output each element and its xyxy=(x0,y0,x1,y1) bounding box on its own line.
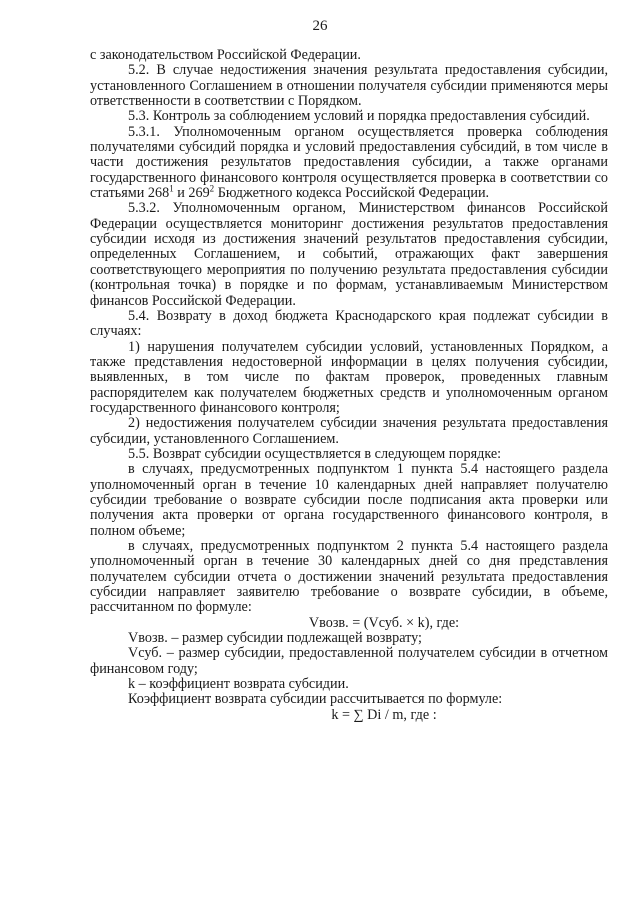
coefficient-intro: Коэффициент возврата субсидии рассчитывается по формуле: xyxy=(128,691,503,708)
case-2-paragraph: в случаях, предусмотренных подпунктом 2 пункта 5.4 настоящего раздела уполномоченный орган в течение 30 календарных дней со дня представления получателем субсидии отчета о достижении значений результата предоставления субсидии направляет заявителю требование о возврате субсидии, в объеме, рассчитанном по формуле: xyxy=(90,538,608,616)
paragraph-5-4: 5.4. Возврату в доход бюджета Краснодарского края подлежат субсидии в случаях: xyxy=(90,307,608,340)
paragraph-5-2: 5.2. В случае недостижения значения результата предоставления субсидии, установленного Соглашением в отношении получателя субсидии применяются меры ответственности в соответствии с Порядком. xyxy=(90,62,608,110)
paragraph-5-3-1-end: Бюджетного кодекса Российской Федерации. xyxy=(214,185,490,202)
list-item-1: 1) нарушения получателем субсидии условий, установленных Порядком, а также представления недостоверной информации в целях получения субсидии, выявленных, в том числе по фактам проверок, проведенных главным распорядителем как получателем бюджетных средств и уполномоченным органом государственного финансового контроля; xyxy=(90,338,608,416)
superscript-2: 2 xyxy=(209,183,215,194)
paragraph-5-3-1-text: 5.3.1. Уполномоченным органом осуществляется проверка соблюдения получателями субсидий порядка и условий предоставления субсидий, в том числе в части достижения результатов предоставления субсидии, а также органами государственного финансового контроля осуществляется проверка в соответствии со статьями 268 xyxy=(90,123,608,202)
paragraph-5-3-1-mid: и 269 xyxy=(173,185,210,202)
definition-v-return: Vвозв. – размер субсидии подлежащей возврату; xyxy=(128,630,422,647)
page-number: 26 xyxy=(312,18,328,34)
formula-return-amount: Vвозв. = (Vсуб. × k), где: xyxy=(308,614,460,631)
definition-v-subsidy: Vсуб. – размер субсидии, предоставленной получателем субсидии в отчетном финансовом году; xyxy=(90,645,608,677)
formula-coefficient: k = ∑ Di / m, где : xyxy=(331,706,437,723)
list-item-2: 2) недостижения получателем субсидии значения результата предоставления субсидии, установленного Соглашением. xyxy=(90,415,608,447)
document-body xyxy=(90,48,608,723)
superscript-1: 1 xyxy=(169,183,174,194)
paragraph-continuation: с законодательством Российской Федерации. xyxy=(90,47,361,63)
paragraph-5-5: 5.5. Возврат субсидии осуществляется в следующем порядке: xyxy=(128,445,502,462)
paragraph-5-3-1 xyxy=(90,125,608,202)
definition-k: k – коэффициент возврата субсидии. xyxy=(128,676,349,693)
paragraph-5-3-2: 5.3.2. Уполномоченным органом, Министерством финансов Российской Федерации осуществляется мониторинг достижения результатов предоставления субсидии исходя из достижения значений результатов предоставления субсидии, определенных Соглашением, и событий, отражающих факт завершения соответствующего мероприятия по получению результата предоставления субсидии (контрольная точка) в порядке и по формам, устанавливаемым Министерством финансов Российской Федерации. xyxy=(90,200,608,309)
case-1-paragraph: в случаях, предусмотренных подпунктом 1 пункта 5.4 настоящего раздела уполномоченный орган в течение 10 календарных дней направляет получателю субсидии требование о возврате субсидии после подписания акта проверки или получения акта проверки от органа государственного финансового контроля, в полном объеме; xyxy=(90,461,608,539)
paragraph-5-3: 5.3. Контроль за соблюдением условий и порядка предоставления субсидий. xyxy=(128,108,590,125)
